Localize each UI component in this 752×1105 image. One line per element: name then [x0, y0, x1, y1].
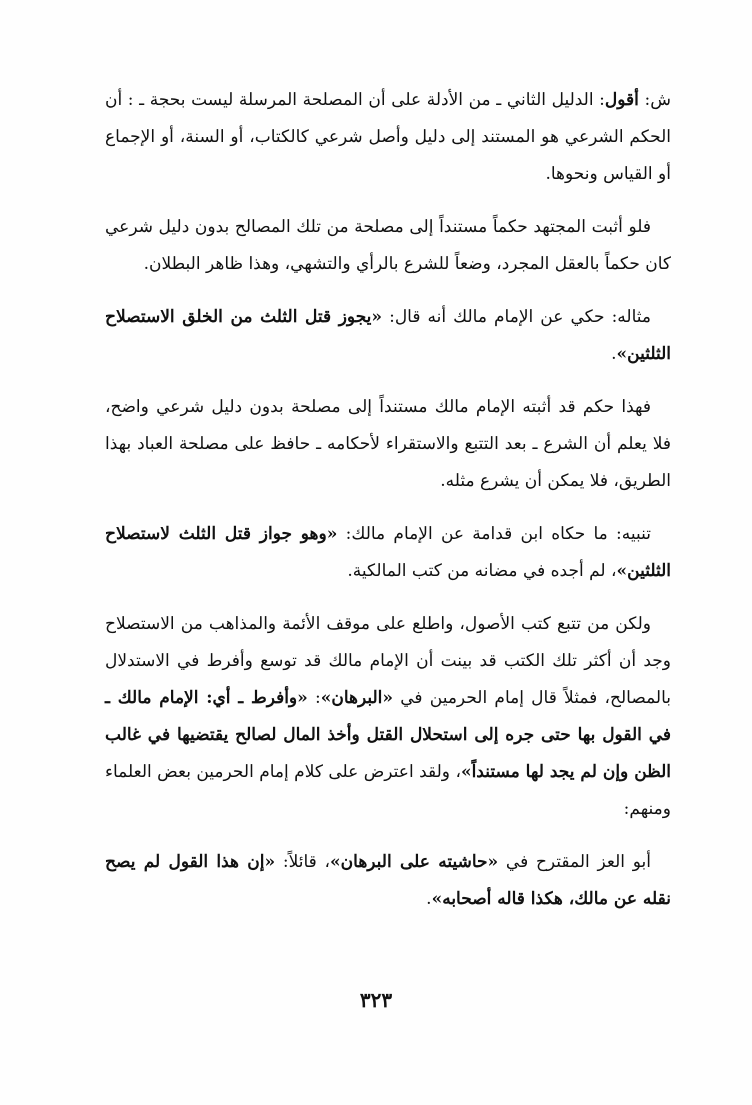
commentary-marker: ش: [638, 90, 671, 110]
paragraph-7-mid: ، قائلاً: [275, 852, 331, 872]
paragraph-7-end: . [426, 889, 432, 909]
paragraph-5 [105, 516, 671, 590]
paragraph-5-text: ، لم أجده في مضانه من كتب المالكية. [347, 561, 617, 581]
paragraph-5-lead: تنبيه: ما حكاه ابن قدامة عن الإمام مالك: [337, 524, 651, 544]
paragraph-1 [105, 82, 671, 193]
paragraph-1-text: : الدليل الثاني ـ من الأدلة على أن المصلحة المرسلة ليست بحجة ـ : أن الحكم الشرعي هو المستند إلى دليل وأصل شرعي كالكتاب، أو السنة، أو الإجماع أو القياس ونحوها. [105, 90, 671, 184]
quote-malik: «يجوز قتل الثلث من الخلق الاستصلاح الثلثين» [105, 307, 671, 364]
quote-imam-haramayn: «وأفرط ـ أي: الإمام مالك ـ في القول بها حتى جره إلى استحلال القتل وأخذ المال لصالح يقتضيها في غالب الظن وإن لم يجد لها مستنداً» [105, 688, 671, 782]
paragraph-6 [105, 606, 671, 828]
paragraph-6-colon: : [307, 688, 321, 708]
paragraph-6-lead: ولكن من تتبع كتب الأصول، واطلع على موقف الأئمة والمذاهب من الاستصلاح وجد أن أكثر تلك الكتب قد بينت أن الإمام مالك قد توسع وأفرط في الاستدلال بالمصالح، فمثلاً قال إمام الحرمين في [105, 614, 671, 708]
quote-abu-al-izz: «إن هذا القول لم يصح نقله عن مالك، هكذا قاله أصحابه» [105, 852, 671, 909]
paragraph-3-end: . [611, 344, 617, 364]
page-number: ٣٢٣ [359, 988, 393, 1012]
bold-term-aqul: أقول [604, 90, 639, 110]
book-title-hashiya: «حاشيته على البرهان» [330, 852, 499, 872]
main-text [105, 82, 671, 934]
paragraph-4: فهذا حكم قد أثبته الإمام مالك مستنداً إلى مصلحة بدون دليل شرعي واضح، فلا يعلم أن الشرع ـ بعد التتبع والاستقراء لأحكامه ـ حافظ على مصلحة العباد بهذا الطريق، فلا يمكن أن يشرع مثله. [105, 397, 671, 491]
paragraph-2: فلو أثبت المجتهد حكماً مستنداً إلى مصلحة من تلك المصالح بدون دليل شرعي كان حكماً بالعقل المجرد، وضعاً للشرع بالرأي والتشهي، وهذا ظاهر البطلان. [105, 217, 671, 274]
paragraph-6-text: ، ولقد اعترض على كلام إمام الحرمين بعض العلماء ومنهم: [105, 762, 671, 819]
quote-ibn-qudama: «وهو جواز قتل الثلث لاستصلاح الثلثين» [105, 524, 671, 581]
paragraph-3 [105, 299, 671, 373]
book-title-burhan: «البرهان» [320, 688, 394, 708]
paragraph-3-lead: مثاله: حكي عن الإمام مالك أنه قال: [382, 307, 652, 327]
paragraph-7 [105, 844, 671, 918]
paragraph-7-lead: أبو العز المقترح في [498, 852, 652, 872]
